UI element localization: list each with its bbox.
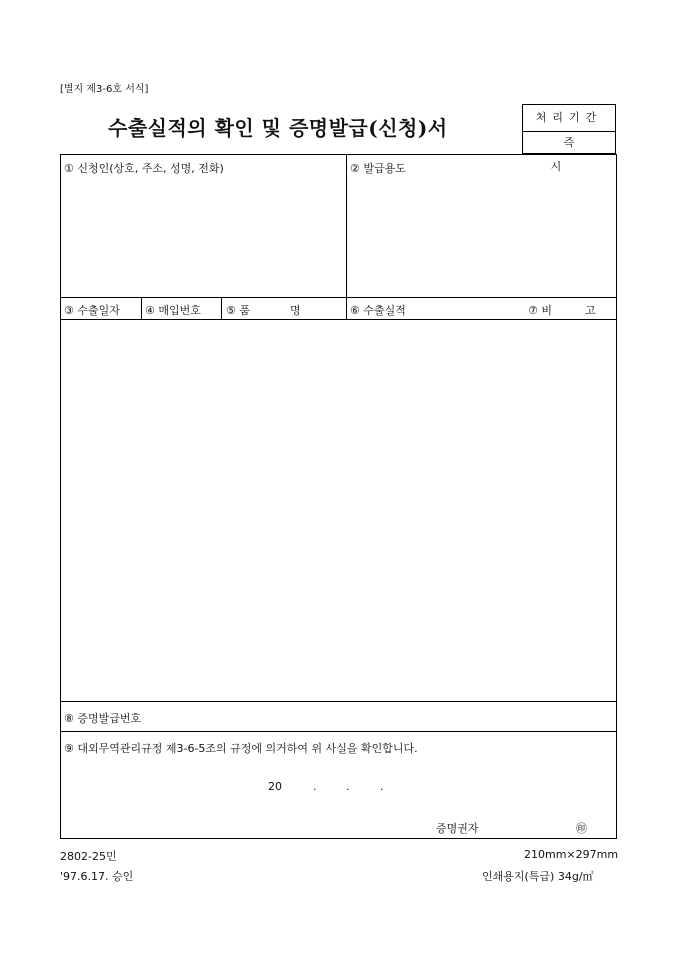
paper-size: 210mm×297mm <box>524 848 619 861</box>
purchase-number-header: ④ 매입번호 <box>145 304 201 317</box>
divider-applicant-purpose <box>346 154 347 319</box>
export-result-header: ⑥ 수출실적 <box>350 304 406 317</box>
date-dot-2: . <box>346 780 350 793</box>
paper-type: 인쇄용지(특급) 34g/㎡ <box>482 870 594 883</box>
remarks-header-suffix: 고 <box>585 304 596 317</box>
processing-period-label: 처리기간 <box>523 105 615 132</box>
divider-cert-row <box>60 731 617 732</box>
divider-body-section <box>60 701 617 702</box>
item-name-header-prefix: ⑤ 품 <box>226 304 250 317</box>
document-title: 수출실적의 확인 및 증명발급(신청)서 <box>108 116 448 140</box>
approval-date: '97.6.17. 승인 <box>60 870 134 883</box>
remarks-header-prefix: ⑦ 비 <box>528 304 552 317</box>
divider-col-2 <box>221 297 222 319</box>
divider-header-row <box>60 319 617 320</box>
item-name-header-suffix: 명 <box>290 304 301 317</box>
processing-period-box <box>522 104 616 173</box>
confirmation-statement: ⑨ 대외무역관리규정 제3-6-5조의 규정에 의거하여 위 사실을 확인합니다. <box>64 742 418 755</box>
seal-mark: ㊞ <box>576 822 587 835</box>
processing-period-value: 즉시 <box>550 136 601 173</box>
form-reference: [별지 제3-6호 서식] <box>60 84 149 95</box>
export-date-header: ③ 수출일자 <box>64 304 120 317</box>
date-year-prefix: 20 <box>268 780 282 793</box>
divider-col-1 <box>141 297 142 319</box>
purpose-label: ② 발급용도 <box>350 162 406 175</box>
divider-top-section <box>60 297 617 298</box>
applicant-label: ① 신청인(상호, 주소, 성명, 전화) <box>64 162 224 175</box>
date-dot-1: . <box>313 780 317 793</box>
date-dot-3: . <box>380 780 384 793</box>
cert-number-label: ⑧ 증명발급번호 <box>64 712 142 725</box>
form-frame <box>60 154 617 839</box>
form-code: 2802-25민 <box>60 850 117 863</box>
certifier-label: 증명권자 <box>436 822 479 835</box>
